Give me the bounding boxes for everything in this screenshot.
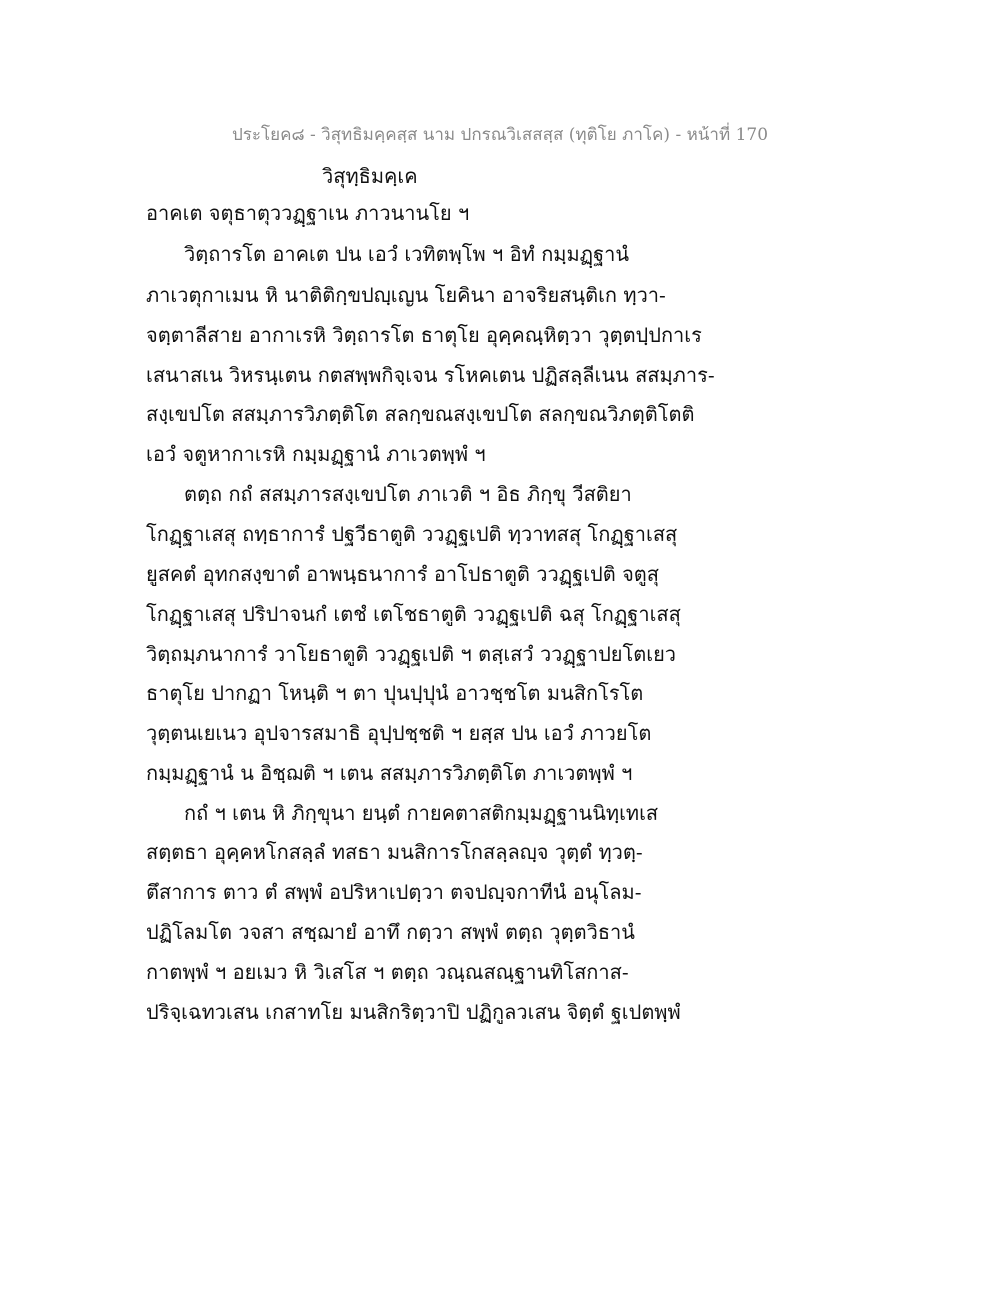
text-line: วิตฺถมฺภนาการํ วาโยธาตูติ ววฏฺฐเปติ ฯ ตสฺเสวํ ววฏฺฐาปยโตเยว <box>146 642 677 666</box>
text-line: เอวํ จตูหากาเรหิ กมฺมฏฺฐานํ ภาเวตพฺพํ ฯ <box>146 442 486 466</box>
text-line: เสนาสเน วิหรนฺเตน กตสพฺพกิจฺเจน รโหคเตน ปฏิสลฺลีเนน สสมฺภาร- <box>146 363 715 387</box>
text-line: โกฏฺฐาเสสุ ปริปาจนกํ เตชํ เตโชธาตูติ ววฏฺฐเปติ ฉสุ โกฏฺฐาเสสุ <box>146 602 681 626</box>
text-line: ยูสคตํ อุทกสงฺขาตํ อาพนฺธนาการํ อาโปธาตูติ ววฏฺฐเปติ จตูสุ <box>146 562 659 586</box>
text-line: โกฏฺฐาเสสุ ถทฺธาการํ ปฐวีธาตูติ ววฏฺฐเปติ ทฺวาทสสุ โกฏฺฐาเสสุ <box>146 522 678 546</box>
text-line: สตฺตธา อุคฺคหโกสลฺลํ ทสธา มนสิการโกสลฺลญฺจ วุตฺตํ ทฺวตฺ- <box>146 840 643 864</box>
text-line: ธาตุโย ปากฏา โหนฺติ ฯ ตา ปุนปฺปุนํ อาวชฺชโต มนสิกโรโต <box>146 681 644 705</box>
text-line: กถํ ฯ เตน หิ ภิกฺขุนา ยนฺตํ กายคตาสติกมฺมฏฺฐานนิทฺเทเส <box>184 801 659 825</box>
text-line: ภาเวตุกาเมน หิ นาติติกฺขปญฺเญน โยคินา อาจริยสนฺติเก ทฺวา- <box>146 283 666 307</box>
text-line: ตึสาการ ตาว ตํ สพฺพํ อปริหาเปตฺวา ตจปญฺจกาทีนํ อนุโลม- <box>146 880 642 904</box>
text-line: สงฺเขปโต สสมฺภารวิภตฺติโต สลกฺขณสงฺเขปโต สลกฺขณวิภตฺติโตติ <box>146 402 695 426</box>
text-line: จตฺตาลีสาย อากาเรหิ วิตฺถารโต ธาตุโย อุคฺคณฺหิตฺวา วุตฺตปฺปกาเร <box>146 323 702 347</box>
text-line: ปฏิโลมโต วจสา สชฺฌายํ อาทึ กตฺวา สพฺพํ ตตฺถ วุตฺตวิธานํ <box>146 920 635 944</box>
text-line: กาตพฺพํ ฯ อยเมว หิ วิเสโส ฯ ตตฺถ วณฺณสณฺฐานทิโสกาส- <box>146 960 629 984</box>
text-line: กมฺมฏฺฐานํ น อิชฺฌติ ฯ เตน สสมฺภารวิภตฺติโต ภาเวตพฺพํ ฯ <box>146 761 633 785</box>
text-line: ตตฺถ กถํ สสมฺภารสงฺเขปโต ภาเวติ ฯ อิธ ภิกฺขุ วีสติยา <box>184 482 632 506</box>
text-line: วุตฺตนเยเนว อุปจารสมาธิ อุปฺปชฺชติ ฯ ยสฺส ปน เอวํ ภาวยโต <box>146 721 652 745</box>
running-header: ประโยค๘ - วิสุทธิมคฺคสฺส นาม ปกรณวิเสสสฺส (ทุติโย ภาโค) - หน้าที่ 170 <box>231 125 769 145</box>
text-line: วิตฺถารโต อาคเต ปน เอวํ เวทิตพฺโพ ฯ อิทํ กมฺมฏฺฐานํ <box>184 242 630 266</box>
section-title: วิสุทฺธิมคฺเค <box>322 164 418 188</box>
text-line: ปริจฺเฉทวเสน เกสาทโย มนสิกริตฺวาปิ ปฏิกูลวเสน จิตฺตํ ฐเปตพฺพํ <box>146 1000 681 1024</box>
text-line: อาคเต จตุธาตุววฏฺฐาเน ภาวนานโย ฯ <box>146 201 470 225</box>
